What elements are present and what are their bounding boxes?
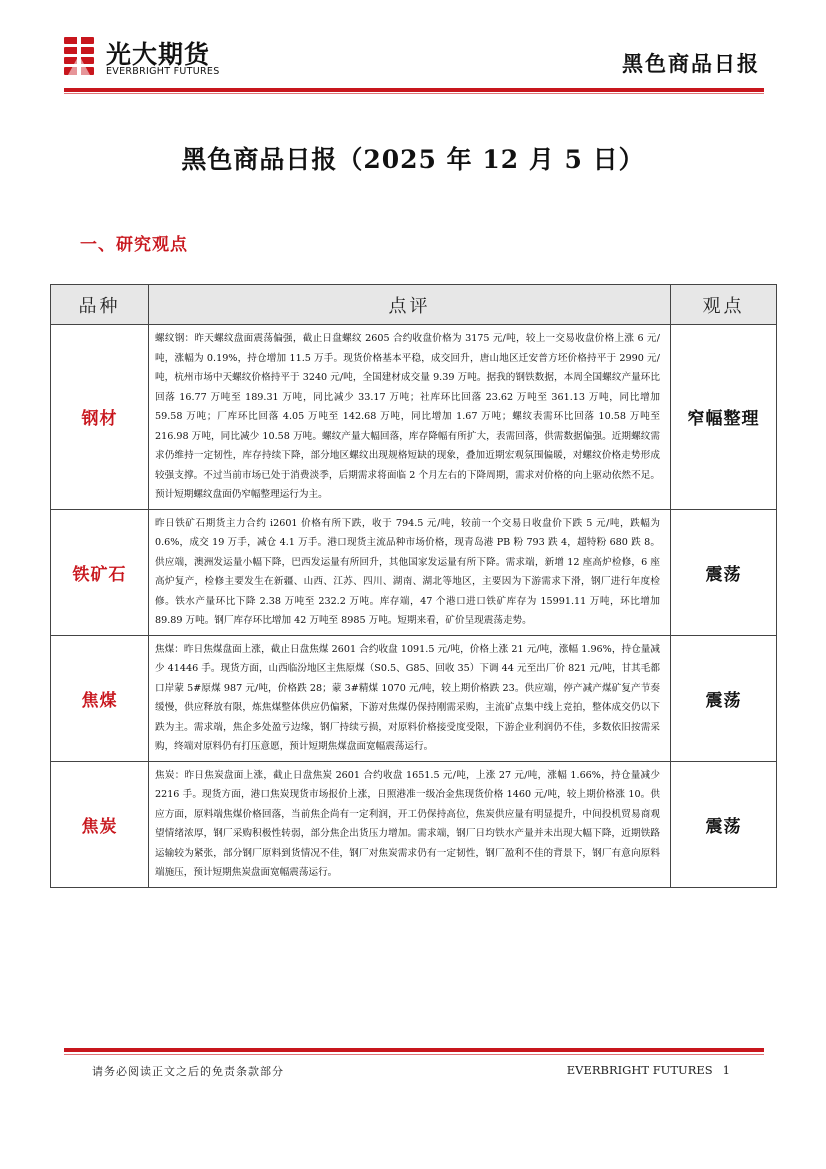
variety-cell: 焦炭 (51, 761, 149, 887)
header-report-name: 黑色商品日报 (622, 52, 760, 76)
variety-cell: 焦煤 (51, 635, 149, 761)
header-comment: 点评 (149, 285, 671, 325)
comment-cell: 昨日铁矿石期货主力合约 i2601 价格有所下跌，收于 794.5 元/吨，较前一个交易日收盘价下跌 5 元/吨，跌幅为 0.6%，成交 19 万手，减仓 4.1 万手。港口现货主流品种市场价格，现青岛港 PB 粉 793 跌 4，超特粉 680 跌 8。供应端，澳洲发运量小幅下降，巴西发运量有所回升，其他国家发运量有所下降。需求端，新增 12 座高炉检修，6 座高炉复产，检修主要发生在新疆、山西、江苏、四川、湖南、湖北等地区，主要因为下游需求下滑，钢厂进行年度检修。铁水产量环比下降 2.38 万吨至 232.2 万吨。库存端，47 个港口进口铁矿库存为 15991.11 万吨，环比增加 89.89 万吨。钢厂库存环比增加 42 万吨至 8985 万吨。短期来看，矿价呈现震荡走势。 (149, 509, 671, 635)
view-cell: 震荡 (671, 635, 777, 761)
company-logo (62, 35, 242, 81)
header-variety: 品种 (51, 285, 149, 325)
footer-divider (64, 1048, 764, 1052)
view-cell: 震荡 (671, 761, 777, 887)
header-view: 观点 (671, 285, 777, 325)
footer-divider-thin (64, 1054, 764, 1055)
view-cell: 震荡 (671, 509, 777, 635)
table-row-coking-coal (51, 635, 777, 761)
header-divider-thin (64, 93, 764, 94)
header-divider (64, 88, 764, 92)
footer-company (557, 1063, 730, 1077)
page-title: 黑色商品日报（2025 年 12 月 5 日） (181, 145, 645, 174)
page-number: 1 (722, 1063, 730, 1077)
variety-cell: 铁矿石 (51, 509, 149, 635)
view-cell: 窄幅整理 (671, 325, 777, 510)
comment-cell: 焦煤：昨日焦煤盘面上涨，截止日盘焦煤 2601 合约收盘 1091.5 元/吨，价格上涨 21 元/吨，涨幅 1.96%，持仓量减少 41446 手。现货方面，山西临汾地区主焦原煤（S0.5、G85、回收 35）下调 44 元至出厂价 821 元/吨，甘其毛都口岸蒙 5#原煤 987 元/吨，价格跌 28；蒙 3#精煤 1070 元/吨，较上期价格跌 23。供应端，停产减产煤矿复产节奏缓慢，供应释放有限，炼焦煤整体供应仍偏紧，下游对焦煤仍保持刚需采购，主流矿点集中线上竞拍，整体成交仍以下跌为主。需求端，焦企多处盈亏边缘，钢厂持续亏损，对原料价格接受度受限，下游企业利润仍不佳，多数依旧按需采购，终端对原料仍有打压意愿，预计短期焦煤盘面宽幅震荡运行。 (149, 635, 671, 761)
variety-cell: 钢材 (51, 325, 149, 510)
comment-cell: 螺纹钢：昨天螺纹盘面震荡偏强，截止日盘螺纹 2605 合约收盘价格为 3175 元/吨，较上一交易收盘价格上涨 6 元/吨，涨幅为 0.19%，持仓增加 11.5 万手。现货价格基本平稳，成交回升，唐山地区迁安普方坯价格持平于 2990 元/吨，杭州市场中天螺纹价格持平于 3240 元/吨，全国建材成交量 9.39 万吨。据我的钢铁数据，本周全国螺纹产量环比回落 16.77 万吨至 189.31 万吨，同比减少 33.17 万吨；社库环比回落 23.62 万吨至 361.13 万吨，同比增加 59.58 万吨；厂库环比回落 4.05 万吨至 142.68 万吨，同比增加 1.67 万吨；螺纹表需环比回落 10.58 万吨至 216.98 万吨，同比减少 10.58 万吨。螺纹产量大幅回落，库存降幅有所扩大，表需回落，供需数据偏强。近期螺纹需求仍维持一定韧性，库存持续下降，部分地区螺纹出现规格短缺的现象，叠加近期宏观氛围偏暖，对螺纹价格走势形成较强支撑。不过当前市场已处于消费淡季，后期需求将面临 2 个月左右的下降周期，需求对价格的向上驱动依然不足。预计短期螺纹盘面仍窄幅整理运行为主。 (149, 325, 671, 510)
table-row-coke (51, 761, 777, 887)
research-table (50, 284, 777, 888)
logo-text-cn: 光大期货 (106, 40, 211, 69)
everbright-logo-icon (62, 35, 96, 79)
section-heading: 一、研究观点 (80, 235, 188, 255)
comment-cell: 焦炭：昨日焦炭盘面上涨，截止日盘焦炭 2601 合约收盘 1651.5 元/吨，上涨 27 元/吨，涨幅 1.66%，持仓量减少 2216 手。现货方面，港口焦炭现货市场报价上涨，日照港准一级冶金焦现货价格 1460 元/吨，较上期价格涨 10。供应方面，原料端焦煤价格回落，当前焦企尚有一定利润，开工仍保持高位，焦炭供应量有明显提升，中间投机贸易商观望情绪浓厚，钢厂采购积极性转弱，部分焦企出货压力增加。需求端，钢厂日均铁水产量并未出现大幅下降，近期铁路运输较为紧张，部分钢厂原料到货情况不佳，钢厂对焦炭需求仍有一定韧性，钢厂盈利不佳的背景下，钢厂有意向原料端施压，预计短期焦炭盘面宽幅震荡运行。 (149, 761, 671, 887)
table-row-iron-ore (51, 509, 777, 635)
footer-company-name: EVERBRIGHT FUTURES (566, 1063, 713, 1077)
logo-text-en: EVERBRIGHT FUTURES (106, 66, 220, 77)
table-header-row (51, 285, 777, 325)
table-row-steel (51, 325, 777, 510)
footer-disclaimer: 请务必阅读正文之后的免责条款部分 (92, 1065, 284, 1078)
